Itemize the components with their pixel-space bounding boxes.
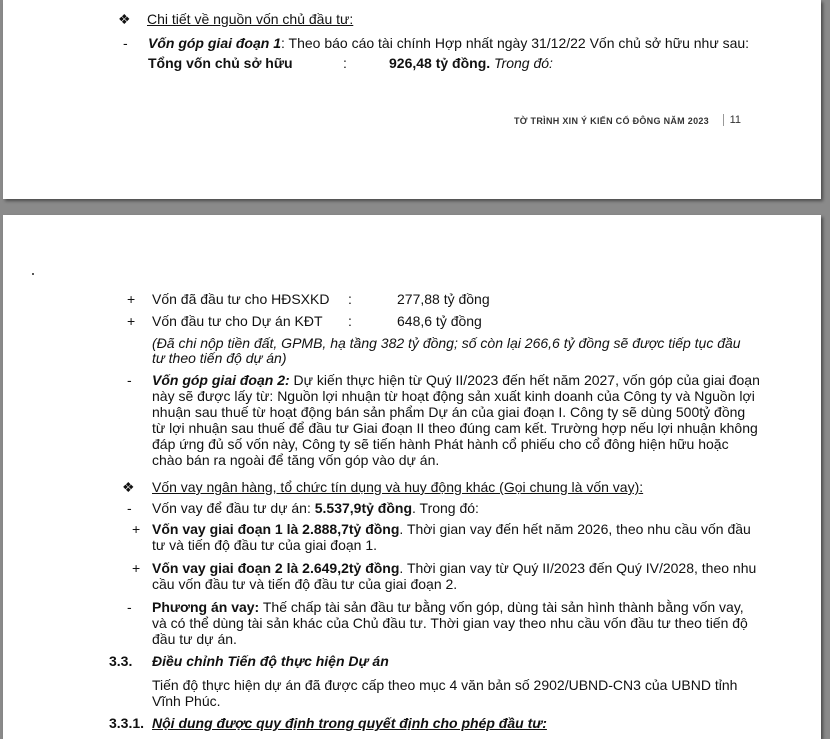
dash-bullet: - — [127, 372, 132, 388]
stage1-text: : Theo báo cáo tài chính Hợp nhất ngày 31/12/22 Vốn chủ sở hữu như sau: — [281, 35, 750, 51]
plan-label: Phương án vay: — [152, 599, 260, 615]
item-hdsxkd-colon: : — [348, 291, 352, 307]
item-kdt-colon: : — [348, 313, 352, 329]
diamond-bullet-icon: ❖ — [118, 11, 131, 27]
item-hdsxkd-label: Vốn đã đầu tư cho HĐSXKD — [152, 291, 330, 307]
section-3-3-number: 3.3. — [109, 653, 133, 669]
note-line-2: tư theo tiến độ dự án) — [152, 350, 287, 366]
loan1-line-2: tư và tiến độ đầu tư của giai đoạn 1. — [152, 537, 378, 553]
total-equity-label: Tổng vốn chủ sở hữu — [148, 55, 293, 71]
stage2-line-6: chào bán ra ngoài để tăng vốn góp vào dự án. — [152, 452, 440, 468]
total-equity-colon: : — [343, 55, 347, 71]
section-3-3-1-number: 3.3.1. — [109, 715, 145, 731]
item-kdt-value: 648,6 tỷ đồng — [397, 313, 482, 329]
section-3-3-title: Điều chỉnh Tiến độ thực hiện Dự án — [152, 653, 389, 669]
item-kdt-label: Vốn đầu tư cho Dự án KĐT — [152, 313, 323, 329]
stage2-line-2: này sẽ được lấy từ: Nguồn lợi nhuận từ hoạt động sản xuất kinh doanh của Công ty và Nguồn lợi — [152, 388, 755, 404]
note-line-1: (Đã chi nộp tiền đất, GPMB, hạ tầng 382 tỷ đồng; số còn lại 266,6 tỷ đồng sẽ được tiếp tục đầu — [152, 335, 741, 351]
dash-bullet: - — [127, 500, 132, 516]
plus-bullet: + — [132, 521, 141, 537]
total-equity-value: 926,48 tỷ đồng. — [389, 55, 491, 71]
stage2-line-3: nhuận sau thuế từ hoạt động bán sản phẩm Dự án của giai đoạn I. Công ty sẽ dùng 500tỷ đồng — [152, 404, 746, 420]
loan-total-suffix: . Trong đó: — [412, 500, 479, 516]
loan2-bold: Vốn vay giai đoạn 2 là 2.649,2tỷ đồng — [152, 560, 400, 576]
scan-speck — [32, 273, 34, 275]
loan-total-prefix: Vốn vay để đầu tư dự án: — [152, 500, 315, 516]
loan-total-value: 5.537,9tỷ đồng — [314, 500, 413, 516]
item-hdsxkd-value: 277,88 tỷ đồng — [397, 291, 490, 307]
loan2-rest: . Thời gian vay từ Quý II/2023 đến Quý IV/2028, theo nhu — [399, 560, 757, 576]
stage2-line-4: từ lợi nhuận sau thuế để đầu tư Giai đoạn II theo đúng cam kết. Trường hợp nếu lợi nhuận không — [152, 420, 758, 436]
stage2-label: Vốn góp giai đoạn 2: — [152, 372, 290, 388]
loan1-rest: . Thời gian vay đến hết năm 2026, theo nhu cầu vốn đầu — [399, 521, 751, 537]
page-footer-title: TỜ TRÌNH XIN Ý KIẾN CỔ ĐÔNG NĂM 2023 — [513, 116, 709, 126]
plan-line-3: đầu tư dự án. — [152, 631, 237, 647]
total-equity-suffix: Trong đó: — [494, 55, 553, 71]
section-3-3-1-title: Nội dung được quy định trong quyết định cho phép đầu tư: — [152, 715, 547, 731]
dash-bullet: - — [123, 35, 128, 51]
equity-details-heading: Chi tiết về nguồn vốn chủ đầu tư: — [147, 11, 354, 27]
plus-bullet: + — [132, 560, 141, 576]
page-number: 11 — [723, 114, 741, 126]
diamond-bullet-icon: ❖ — [122, 479, 135, 495]
stage1-label: Vốn góp giai đoạn 1 — [148, 35, 281, 51]
plus-bullet: + — [127, 313, 136, 329]
document-page-2 — [3, 215, 821, 739]
plus-bullet: + — [127, 291, 136, 307]
plan-line-1: Thế chấp tài sản đầu tư bằng vốn góp, dùng tài sản hình thành bằng vốn vay, — [259, 599, 744, 615]
section-3-3-line-2: Vĩnh Phúc. — [152, 693, 221, 709]
document-page-1 — [3, 0, 821, 199]
dash-bullet: - — [127, 599, 132, 615]
stage2-line-5: đáp ứng đủ số vốn này, Công ty sẽ tiến hành Phát hành cổ phiếu cho cổ đông hiện hữu hoặc — [152, 436, 729, 452]
plan-line-2: và có thể dùng tài sản khác của Chủ đầu tư. Thời gian vay theo nhu cầu vốn đầu tư theo tiến độ — [152, 615, 748, 631]
loan1-bold: Vốn vay giai đoạn 1 là 2.888,7tỷ đồng — [152, 521, 400, 537]
loan-heading: Vốn vay ngân hàng, tổ chức tín dụng và huy động khác (Gọi chung là vốn vay): — [152, 479, 644, 495]
section-3-3-line-1: Tiến độ thực hiện dự án đã được cấp theo mục 4 văn bản số 2902/UBND-CN3 của UBND tỉnh — [152, 677, 738, 693]
loan2-line-2: cầu vốn đầu tư và tiến độ đầu tư của giai đoạn 2. — [152, 576, 458, 592]
stage2-line-1: Dự kiến thực hiện từ Quý II/2023 đến hết năm 2027, vốn góp của giai đoạn — [289, 372, 760, 388]
